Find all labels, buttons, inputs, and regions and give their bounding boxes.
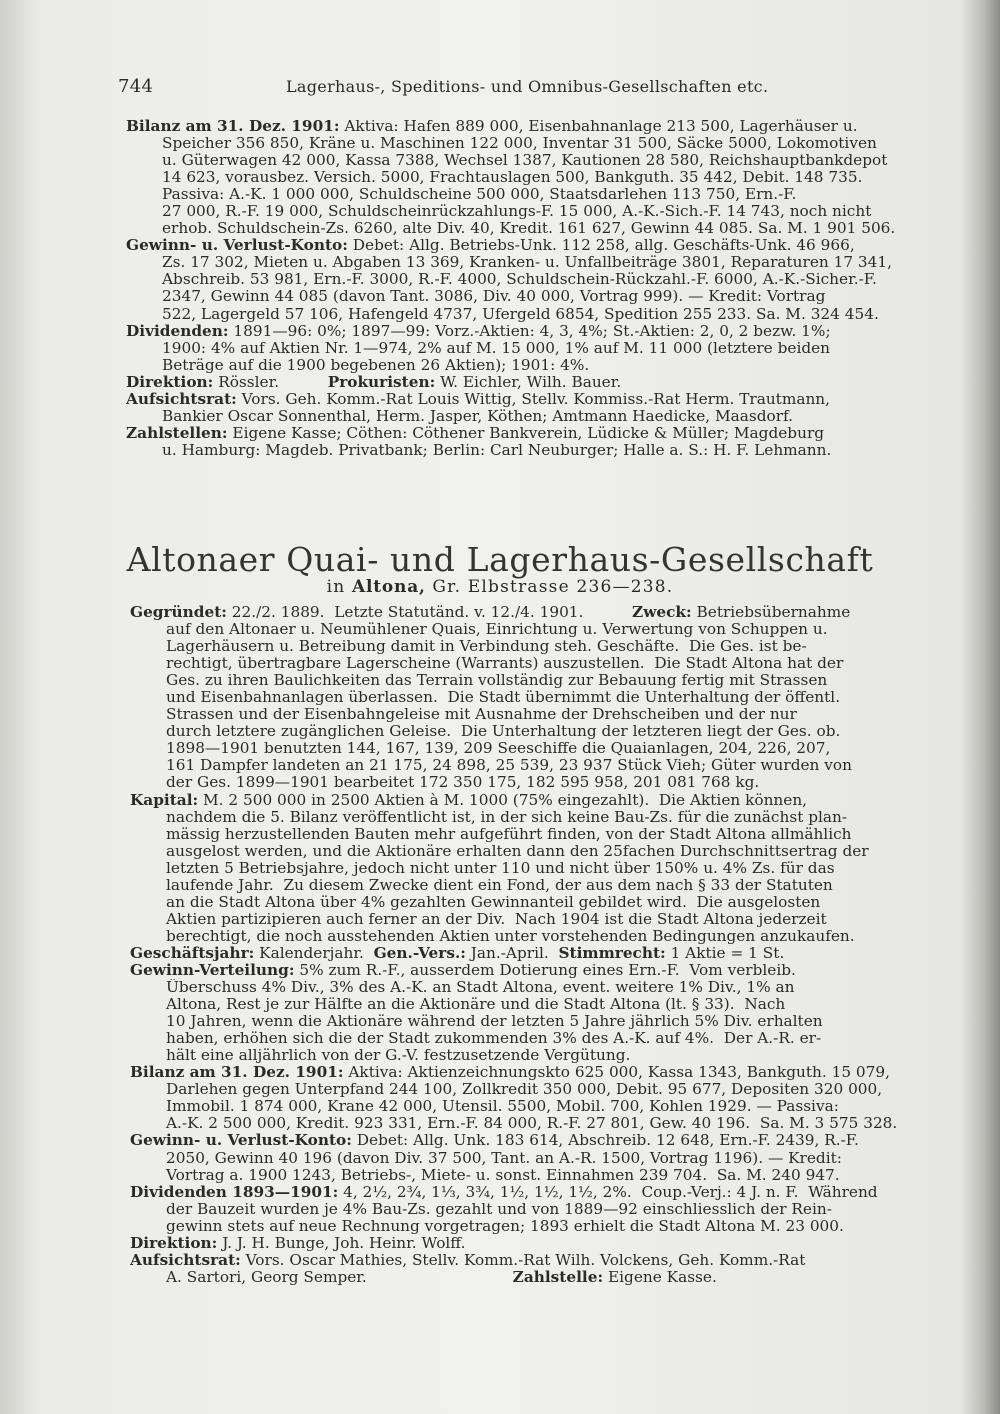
entry-label: Gewinn-Verteilung:: [130, 961, 295, 979]
location-city: Altona,: [352, 577, 426, 597]
text-line: [126, 340, 958, 357]
text-line: [130, 723, 960, 740]
entry-text: mässig herzustellenden Bauten mehr aufgeführt finden, von der Stadt Altona allmählich: [166, 825, 852, 843]
entry-text: Aktien partizipieren auch ferner an der Div. Nach 1904 ist die Stadt Altona jederzeit: [166, 910, 827, 928]
company-title: Altonaer Quai- und Lagerhaus-Gesellschaft: [126, 540, 874, 579]
text-line: [126, 357, 958, 374]
text-line: [130, 672, 960, 689]
entry-text: Überschuss 4% Div., 3% des A.-K. an Stadt Altona, event. weitere 1% Div., 1% an: [166, 979, 795, 997]
entry-text: Abschreib. 53 981, Ern.-F. 3000, R.-F. 4000, Schuldschein-Rückzahl.-F. 6000, A.-K.-Sicher.-F.: [162, 271, 877, 289]
text-line: [130, 962, 960, 979]
entry-text: der Ges. 1899—1901 bearbeitet 172 350 175, 182 595 958, 201 081 768 kg.: [166, 774, 760, 792]
text-line: [130, 911, 960, 928]
entry-text: laufende Jahr. Zu diesem Zwecke dient ein Fond, der aus dem nach § 33 der Statuten: [166, 876, 833, 894]
entry-label: Gewinn- u. Verlust-Konto:: [126, 237, 348, 255]
text-line: [130, 638, 960, 655]
entry-text: nachdem die 5. Bilanz veröffentlicht ist, in der sich keine Bau-Zs. für die zunächst plan-: [166, 808, 848, 826]
text-line: [126, 442, 958, 459]
text-line: [130, 860, 960, 877]
entry-text: erhob. Schuldschein-Zs. 6260, alte Div. 40, Kredit. 161 627, Gewinn 44 085. Sa. M. 1 901 506.: [162, 220, 896, 238]
entry-text: 5% zum R.-F., ausserdem Dotierung eines Ern.-F. Vom verbleib.: [294, 961, 796, 979]
running-title: Lagerhaus-, Speditions- und Omnibus-Gesellschaften etc.: [286, 77, 769, 96]
text-line: [126, 186, 958, 203]
entry-label: Gewinn- u. Verlust-Konto:: [130, 1132, 352, 1150]
location-prefix: in: [326, 577, 353, 597]
entry-text: Aktiva: Hafen 889 000, Eisenbahnanlage 213 500, Lagerhäuser u.: [339, 118, 858, 135]
entry-text: 22./2. 1889. Letzte Statutänd. v. 12./4. 1901.: [226, 604, 633, 621]
entry-text: Debet: Allg. Betriebs-Unk. 112 258, allg. Geschäfts-Unk. 46 966,: [347, 237, 855, 255]
entry-label: Bilanz am 31. Dez. 1901:: [126, 118, 340, 135]
entry-text: Vors. Geh. Komm.-Rat Louis Wittig, Stellv. Kommiss.-Rat Herm. Trautmann,: [236, 390, 831, 408]
entry-text: Vors. Oscar Mathies, Stellv. Komm.-Rat Wilh. Volckens, Geh. Komm.-Rat: [240, 1251, 806, 1269]
entry-text: 1898—1901 benutzten 144, 167, 139, 209 Seeschiffe die Quaianlagen, 204, 226, 207,: [166, 740, 831, 758]
text-line: [130, 757, 960, 774]
page-header: [118, 76, 958, 100]
entry-text: ausgelost werden, und die Aktionäre erhalten dann den 25fachen Durchschnittsertrag der: [166, 842, 869, 860]
entry-label: Zweck:: [632, 604, 692, 621]
entry-text: Eigene Kasse; Cöthen: Cöthener Bankverein, Lüdicke & Müller; Magdeburg: [227, 424, 825, 442]
entry-label: Dividenden 1893—1901:: [130, 1183, 339, 1201]
entry-text: Altona, Rest je zur Hälfte an die Aktionäre und die Stadt Altona (lt. § 33). Nach: [166, 996, 786, 1014]
entry-text: 14 623, vorausbez. Versich. 5000, Frachtauslagen 500, Bankguth. 35 442, Debit. 148 735.: [162, 169, 863, 187]
entry-label: Kapital:: [130, 791, 199, 809]
entry-text: Beträge auf die 1900 begebenen 26 Aktien); 1901: 4%.: [162, 356, 590, 374]
entry-text: u. Güterwagen 42 000, Kassa 7388, Wechsel 1387, Kautionen 28 580, Reichshauptbankdepot: [162, 152, 888, 170]
text-line: [130, 1115, 960, 1132]
entry-text: Rössler.: [213, 373, 328, 391]
entry-text: an die Stadt Altona über 4% gezahlten Gewinnanteil gebildet wird. Die ausgelosten: [166, 893, 821, 911]
text-line: [126, 374, 958, 391]
entry-text: letzten 5 Betriebsjahre, jedoch nicht unter 110 und nicht über 150% u. 4% Zs. für das: [166, 859, 835, 877]
entry-text: und Eisenbahnanlagen überlassen. Die Stadt übernimmt die Unterhaltung der öffentl.: [166, 689, 841, 707]
text-line: [130, 621, 960, 638]
entry-text: A.-K. 2 500 000, Kredit. 923 331, Ern.-F. 84 000, R.-F. 27 801, Gew. 40 196. Sa. M. 3 575 328.: [166, 1115, 898, 1133]
entry-text: 1900: 4% auf Aktien Nr. 1—974, 2% auf M. 15 000, 1% auf M. 11 000 (letztere beiden: [162, 339, 831, 357]
page-number: 744: [118, 76, 154, 97]
entry-text: rechtigt, übertragbare Lagerscheine (Warrants) auszustellen. Die Stadt Altona hat der: [166, 655, 844, 673]
text-line: [130, 740, 960, 757]
text-line: [126, 135, 958, 152]
text-line: [130, 792, 960, 809]
text-line: [130, 774, 960, 791]
entry-text: der Bauzeit wurden je 4% Bau-Zs. gezahlt und von 1889—92 einschliesslich der Rein-: [166, 1200, 832, 1218]
entry-text: J. J. H. Bunge, Joh. Heinr. Wolff.: [217, 1234, 466, 1252]
entry-text: Jan.-April.: [465, 944, 559, 962]
entry-label: Prokuristen:: [327, 373, 436, 391]
entry-label: Dividenden:: [126, 322, 229, 340]
text-line: [130, 1252, 960, 1269]
entry-text: Immobil. 1 874 000, Krane 42 000, Utensil. 5500, Mobil. 700, Kohlen 1929. — Passiva:: [166, 1098, 839, 1116]
entry-label: Aufsichtsrat:: [130, 1251, 241, 1269]
text-line: [126, 118, 958, 135]
entry-text: Speicher 356 850, Kräne u. Maschinen 122 000, Inventar 31 500, Säcke 5000, Lokomotiven: [162, 135, 877, 153]
text-line: [126, 306, 958, 323]
entry-text: W. Eichler, Wilh. Bauer.: [435, 373, 622, 391]
entry-label: Gegründet:: [130, 604, 227, 621]
entry-text: Bankier Oscar Sonnenthal, Herm. Jasper, Köthen; Amtmann Haedicke, Maasdorf.: [162, 407, 794, 425]
entry-text: Passiva: A.-K. 1 000 000, Schuldscheine 500 000, Staatsdarlehen 113 750, Ern.-F.: [162, 186, 797, 204]
entry-text: durch letztere zugänglichen Geleise. Die Unterhaltung der letzteren liegt der Ges. ob.: [166, 723, 841, 741]
location-address: Gr. Elbstrasse 236—238.: [425, 577, 674, 597]
entry-text: 2050, Gewinn 40 196 (davon Div. 37 500, Tant. an A.-R. 1500, Vortrag 1196). — Kredit:: [166, 1149, 842, 1167]
text-line: [130, 826, 960, 843]
text-line: [130, 979, 960, 996]
text-line: [130, 655, 960, 672]
text-line: [130, 1184, 960, 1201]
entry-text: Zs. 17 302, Mieten u. Abgaben 13 369, Kranken- u. Unfallbeiträge 3801, Reparaturen 17 341,: [162, 254, 892, 272]
text-line: [126, 288, 958, 305]
company-location: [0, 577, 1000, 597]
text-line: [126, 237, 958, 254]
text-line: [130, 1235, 960, 1252]
entry-label: Bilanz am 31. Dez. 1901:: [130, 1064, 344, 1082]
entry-text: gewinn stets auf neue Rechnung vorgetragen; 1893 erhielt die Stadt Altona M. 23 000.: [166, 1217, 844, 1235]
text-line: [130, 843, 960, 860]
text-line: [130, 1030, 960, 1047]
text-line: [130, 945, 960, 962]
entry-text: Kalenderjahr.: [254, 944, 374, 962]
entry-text: Darlehen gegen Unterpfand 244 100, Zollkredit 350 000, Debit. 95 677, Depositen 320 000,: [166, 1081, 883, 1099]
entry-text: Aktiva: Aktienzeichnungskto 625 000, Kassa 1343, Bankguth. 15 079,: [343, 1064, 890, 1082]
text-line: [130, 1201, 960, 1218]
entry-text: 2347, Gewinn 44 085 (davon Tant. 3086, Div. 40 000, Vortrag 999). — Kredit: Vortrag: [162, 288, 826, 306]
text-line: [130, 1047, 960, 1064]
entry-text: A. Sartori, Georg Semper.: [166, 1268, 513, 1286]
text-line: [126, 271, 958, 288]
entry-label: Gen.-Vers.:: [373, 944, 466, 962]
section-altonaer-company: [130, 604, 960, 1286]
text-line: [126, 169, 958, 186]
text-line: [130, 1098, 960, 1115]
entry-text: Debet: Allg. Unk. 183 614, Abschreib. 12 648, Ern.-F. 2439, R.-F.: [351, 1132, 859, 1150]
entry-text: 4, 2½, 2¾, 1⅓, 3¾, 1½, 1½, 1½, 2%. Coup.-Verj.: 4 J. n. F. Während: [338, 1183, 878, 1201]
entry-text: 1 Aktie = 1 St.: [665, 944, 785, 962]
text-line: [126, 254, 958, 271]
text-line: [126, 220, 958, 237]
text-line: [130, 877, 960, 894]
text-line: [130, 604, 960, 621]
text-line: [130, 809, 960, 826]
entry-text: Ges. zu ihren Baulichkeiten das Terrain vollständig zur Bebauung fertig mit Strassen: [166, 672, 828, 690]
entry-text: auf den Altonaer u. Neumühlener Quais, Einrichtung u. Verwertung von Schuppen u.: [166, 621, 828, 639]
text-line: [130, 1269, 960, 1286]
text-line: [130, 1150, 960, 1167]
text-line: [126, 408, 958, 425]
entry-text: Vortrag a. 1900 1243, Betriebs-, Miete- u. sonst. Einnahmen 239 704. Sa. M. 240 947.: [166, 1166, 840, 1184]
entry-text: 10 Jahren, wenn die Aktionäre während der letzten 5 Jahre jährlich 5% Div. erhalten: [166, 1013, 823, 1031]
text-line: [130, 1167, 960, 1184]
text-line: [126, 152, 958, 169]
entry-text: 161 Dampfer landeten an 21 175, 24 898, 25 539, 23 937 Stück Vieh; Güter wurden von: [166, 757, 852, 775]
text-line: [130, 928, 960, 945]
entry-label: Zahlstellen:: [126, 424, 228, 442]
entry-text: 27 000, R.-F. 19 000, Schuldscheinrückzahlungs-F. 15 000, A.-K.-Sich.-F. 14 743, noch nicht: [162, 203, 872, 221]
text-line: [130, 1013, 960, 1030]
text-line: [130, 1081, 960, 1098]
entry-text: 1891—96: 0%; 1897—99: Vorz.-Aktien: 4, 3, 4%; St.-Aktien: 2, 0, 2 bezw. 1%;: [228, 322, 831, 340]
entry-label: Stimmrecht:: [558, 944, 666, 962]
entry-text: haben, erhöhen sich die der Stadt zukommenden 3% des A.-K. auf 4%. Der A.-R. er-: [166, 1030, 822, 1048]
entry-text: M. 2 500 000 in 2500 Aktien à M. 1000 (75% eingezahlt). Die Aktien können,: [198, 791, 808, 809]
text-line: [126, 425, 958, 442]
text-line: [126, 203, 958, 220]
entry-label: Direktion:: [126, 373, 214, 391]
text-line: [130, 1064, 960, 1081]
text-line: [126, 391, 958, 408]
text-line: [126, 323, 958, 340]
section-previous-company: [126, 118, 958, 459]
entry-text: berechtigt, die noch ausstehenden Aktien unter vorstehenden Bedingungen anzukaufen.: [166, 927, 855, 945]
text-line: [130, 1132, 960, 1149]
entry-text: Eigene Kasse.: [603, 1268, 717, 1286]
entry-label: Aufsichtsrat:: [126, 390, 237, 408]
text-line: [130, 689, 960, 706]
entry-text: Lagerhäusern u. Betreibung damit in Verbindung steh. Geschäfte. Die Ges. ist be-: [166, 638, 807, 656]
entry-label: Geschäftsjahr:: [130, 944, 255, 962]
entry-text: Strassen und der Eisenbahngeleise mit Ausnahme der Drehscheiben und der nur: [166, 706, 797, 724]
entry-text: u. Hamburg: Magdeb. Privatbank; Berlin: Carl Neuburger; Halle a. S.: H. F. Lehmann.: [162, 441, 832, 459]
text-line: [130, 1218, 960, 1235]
entry-label: Direktion:: [130, 1234, 218, 1252]
text-line: [130, 706, 960, 723]
entry-label: Zahlstelle:: [512, 1268, 604, 1286]
entry-text: hält eine alljährlich von der G.-V. festzusetzende Vergütung.: [166, 1047, 631, 1065]
entry-text: Betriebsübernahme: [691, 604, 851, 621]
entry-text: 522, Lagergeld 57 106, Hafengeld 4737, Ufergeld 6854, Spedition 255 233. Sa. M. 324 454.: [162, 305, 879, 323]
text-line: [130, 894, 960, 911]
text-line: [130, 996, 960, 1013]
